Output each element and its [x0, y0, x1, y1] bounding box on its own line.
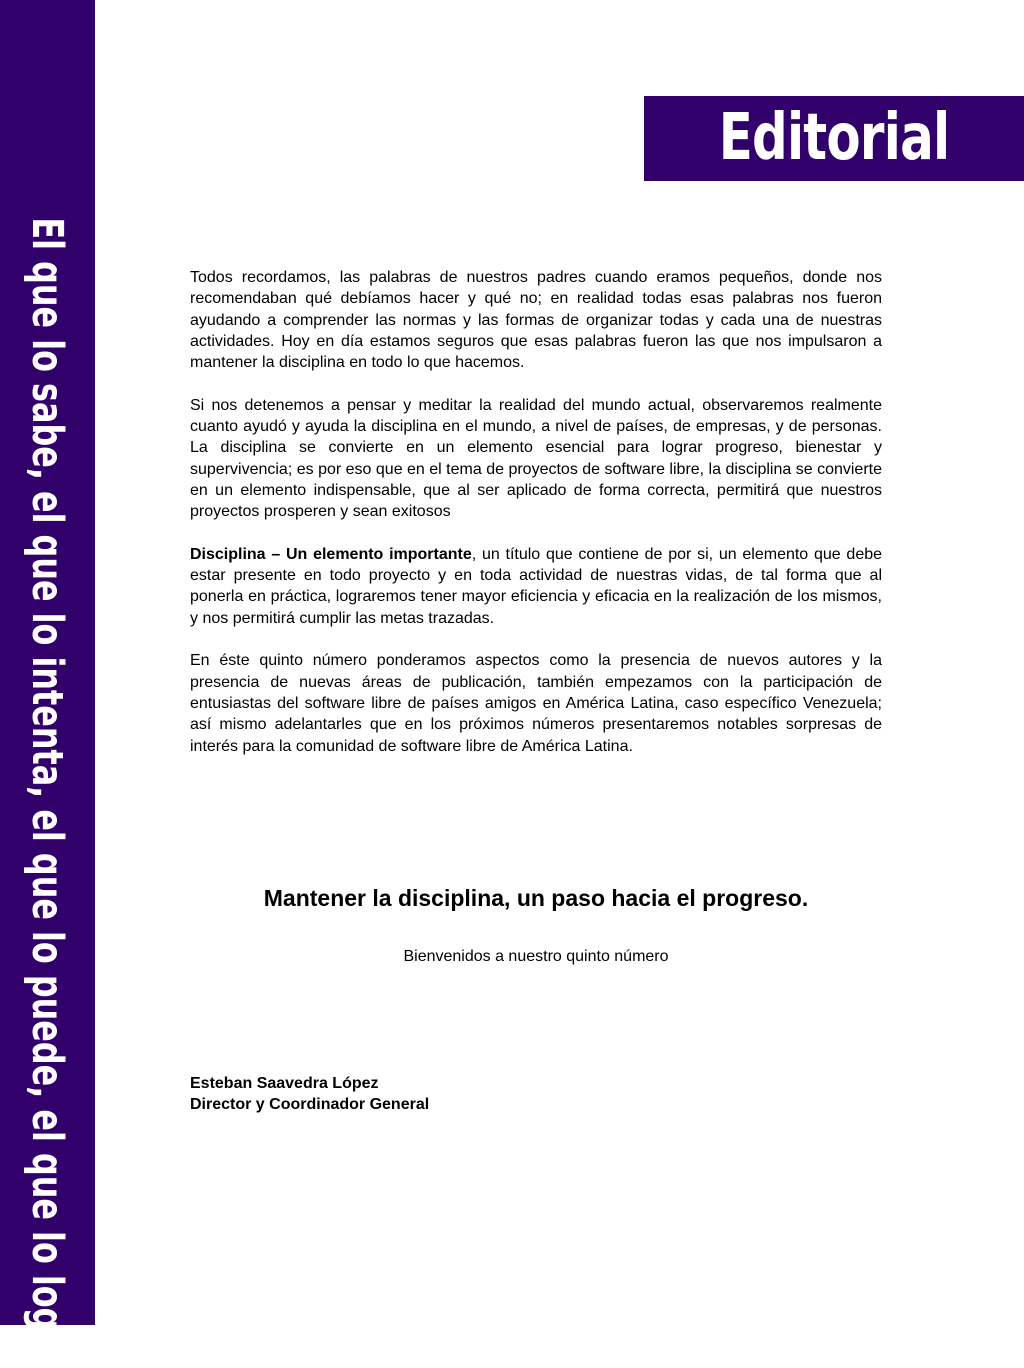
side-band	[0, 0, 95, 1368]
article-body	[190, 267, 882, 757]
paragraph-4: En éste quinto número ponderamos aspectos como la presencia de nuevos autores y la presencia de nuevas áreas de publicación, también empezamos con la participación de entusiastas del software libre de países amigos en América Latina, caso específico Venezuela; así mismo adelantarles que en los próximos números presentaremos notables sorpresas de interés para la comunidad de software libre de América Latina.	[190, 652, 882, 755]
side-motto: El que lo sabe, el que lo intenta, el que lo puede, el que lo logra	[22, 217, 72, 1368]
signature-name: Esteban Saavedra López	[190, 1075, 379, 1092]
welcome-text: Bienvenidos a nuestro quinto número	[403, 948, 669, 965]
editorial-banner	[644, 96, 1024, 181]
paragraph-3-heading: Disciplina – Un elemento importante	[190, 545, 472, 563]
signature-role: Director y Coordinador General	[190, 1096, 430, 1114]
paragraph-2: Si nos detenemos a pensar y meditar la realidad del mundo actual, observaremos realmente cuanto ayudó y ayuda la disciplina en el mundo, a nivel de países, de empresas, y de personas. La disciplina se convierte en un elemento esencial para lograr progreso, bienestar y supervivencia; es por eso que en el tema de proyectos de software libre, la disciplina se convierte en un elemento indispensable, que al ser aplicado de forma correcta, permitirá que nuestros proyectos prosperen y sean exitosos	[190, 396, 882, 521]
paragraph-1: Todos recordamos, las palabras de nuestros padres cuando eramos pequeños, donde nos recomendaban qué debíamos hacer y qué no; en realidad todas esas palabras nos fueron ayudando a comprender las normas y las formas de organizar todas y cada una de nuestras actividades. Hoy en día estamos seguros que esas palabras fueron las que nos impulsaron a mantener la disciplina en todo lo que hacemos.	[190, 269, 882, 372]
page-title: Editorial	[718, 101, 950, 175]
paragraph-3	[190, 544, 882, 629]
paragraph-3-text: , un título que contiene de por si, un elemento que debe estar presente en todo proyecto y en toda actividad de nuestras vidas, de tal forma que al ponerla en práctica, lograremos tener mayor eficiencia y eficacia en la realización de los mismos, y nos permitirá cumplir las metas trazadas.	[190, 545, 883, 627]
signature	[190, 1073, 882, 1116]
slogan: Mantener la disciplina, un paso hacia el progreso.	[263, 885, 809, 911]
